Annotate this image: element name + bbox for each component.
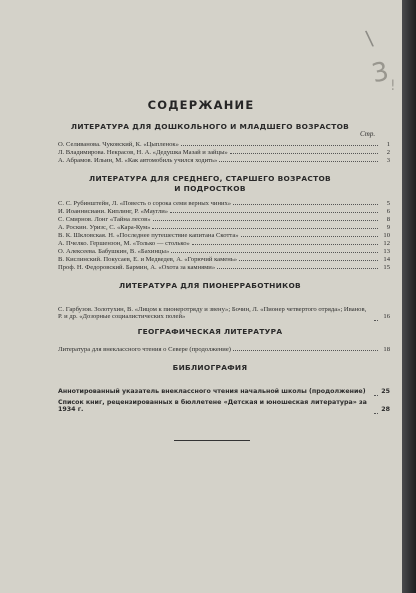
book-spine bbox=[402, 0, 416, 593]
entry-page: 15 bbox=[383, 264, 390, 271]
dot-leader bbox=[153, 215, 378, 221]
dot-leader bbox=[152, 223, 378, 229]
dot-leader bbox=[374, 408, 378, 414]
entry-page: 3 bbox=[386, 157, 390, 164]
entry-page: 16 bbox=[383, 313, 390, 321]
dot-leader bbox=[171, 247, 378, 253]
section-title-line: И ПОДРОСТКОВ bbox=[174, 184, 246, 193]
pencil-mark: ! bbox=[390, 78, 396, 94]
entry-page: 13 bbox=[383, 248, 390, 255]
entry-text: Проф. Н. Федоровский. Бармин, А. «Охота за камнями» bbox=[58, 264, 216, 271]
section-title: ЛИТЕРАТУРА ДЛЯ ДОШКОЛЬНОГО И МЛАДШЕГО ВОЗРАСТОВ bbox=[70, 122, 350, 131]
entry-page: 14 bbox=[383, 256, 390, 263]
entry-page: 25 bbox=[381, 388, 390, 396]
entry-page: 6 bbox=[386, 208, 390, 215]
dot-leader bbox=[233, 199, 378, 205]
entry-page: 8 bbox=[386, 216, 390, 223]
toc-entry[interactable] bbox=[58, 297, 390, 321]
entry-text: Литература для внеклассного чтения о Севере (продолжение) bbox=[58, 346, 231, 353]
entry-text: Л. Владимирова. Некрасов, Н. А. «Дедушка Мазай и зайцы» bbox=[58, 149, 228, 156]
dot-leader bbox=[170, 207, 378, 213]
entry-text: С. Смирнов. Лонг «Тайна лесов» bbox=[58, 216, 151, 223]
entry-text: А. Роскин. Уризс, С. «Кара-Кум» bbox=[58, 224, 151, 231]
entry-text: А. Пчелко. Гершензон, М. «Только — столько» bbox=[58, 240, 190, 247]
entry-page: 1 bbox=[386, 141, 390, 148]
entry-page: 18 bbox=[383, 346, 390, 353]
entry-page: 9 bbox=[386, 224, 390, 231]
section-title: БИБЛИОГРАФИЯ bbox=[172, 363, 248, 372]
entry-text: О. Алексеева. Бабушкин, В. «Бахинцы» bbox=[58, 248, 170, 255]
section-title: ЛИТЕРАТУРА ДЛЯ ПИОНЕРРАБОТНИКОВ bbox=[118, 281, 301, 290]
entry-text: А. Абрамов. Ильин, М. «Как автомобиль учился ходить» bbox=[58, 157, 218, 164]
page-column-label: Стр. bbox=[360, 130, 376, 138]
entry-text: С. Гарбузов. Золотухин, В. «Лицом к пионеротряду и звену»; Бочин, Л. «Пионер четвертого отряда»; Иванов, Р. и др. «Дозорные социалистических полей» bbox=[58, 305, 367, 321]
entry-page: 2 bbox=[386, 149, 390, 156]
dot-leader bbox=[181, 140, 378, 146]
entry-text: Аннотированный указатель внеклассного чтения начальной школы (продолжение) bbox=[58, 388, 366, 396]
dot-leader bbox=[217, 263, 378, 269]
toc-entry[interactable] bbox=[58, 380, 390, 396]
entry-text: В. К. Шкловская. Н. «Последнее путешествие капитана Скотта» bbox=[58, 232, 239, 239]
dot-leader bbox=[233, 345, 378, 351]
section-title: ГЕОГРАФИЧЕСКАЯ ЛИТЕРАТУРА bbox=[137, 327, 283, 336]
dot-leader bbox=[192, 239, 378, 245]
dot-leader bbox=[230, 148, 378, 154]
section-title-line: ЛИТЕРАТУРА ДЛЯ СРЕДНЕГО, СТАРШЕГО ВОЗРАСТОВ bbox=[89, 174, 331, 183]
entry-text: И. Иоаннисиани. Киплинг, Р. «Маугли» bbox=[58, 208, 169, 215]
closing-rule bbox=[174, 440, 250, 441]
entry-page: 5 bbox=[386, 200, 390, 207]
page-title: СОДЕРЖАНИЕ bbox=[147, 98, 255, 112]
entry-page: 28 bbox=[381, 406, 390, 414]
dot-leader bbox=[241, 231, 378, 237]
entry-text: С. С. Рубинштейн, Л. «Повесть о сорока семи верных чиних» bbox=[58, 200, 232, 207]
dot-leader bbox=[374, 315, 378, 321]
toc-entry[interactable] bbox=[58, 398, 390, 414]
entry-text: В. Кислинский. Покусаев, Е. и Медведев, А. «Горючий камень» bbox=[58, 256, 238, 263]
dot-leader bbox=[219, 156, 378, 162]
entry-page: 10 bbox=[383, 232, 390, 239]
entry-page: 12 bbox=[383, 240, 390, 247]
dot-leader bbox=[374, 390, 378, 396]
toc-entry[interactable] bbox=[58, 156, 390, 165]
entry-text: О. Селиванова. Чуковский, К. «Цыпленок» bbox=[58, 141, 179, 148]
toc-entry[interactable] bbox=[58, 345, 390, 354]
pencil-mark: \ bbox=[364, 25, 375, 51]
pencil-mark: 3 bbox=[369, 56, 392, 90]
entry-text: Список книг, рецензированных в бюллетене «Детская и юношеская литература» за 1934 г. bbox=[58, 398, 367, 414]
dot-leader bbox=[239, 255, 378, 261]
toc-entry[interactable] bbox=[58, 263, 390, 272]
